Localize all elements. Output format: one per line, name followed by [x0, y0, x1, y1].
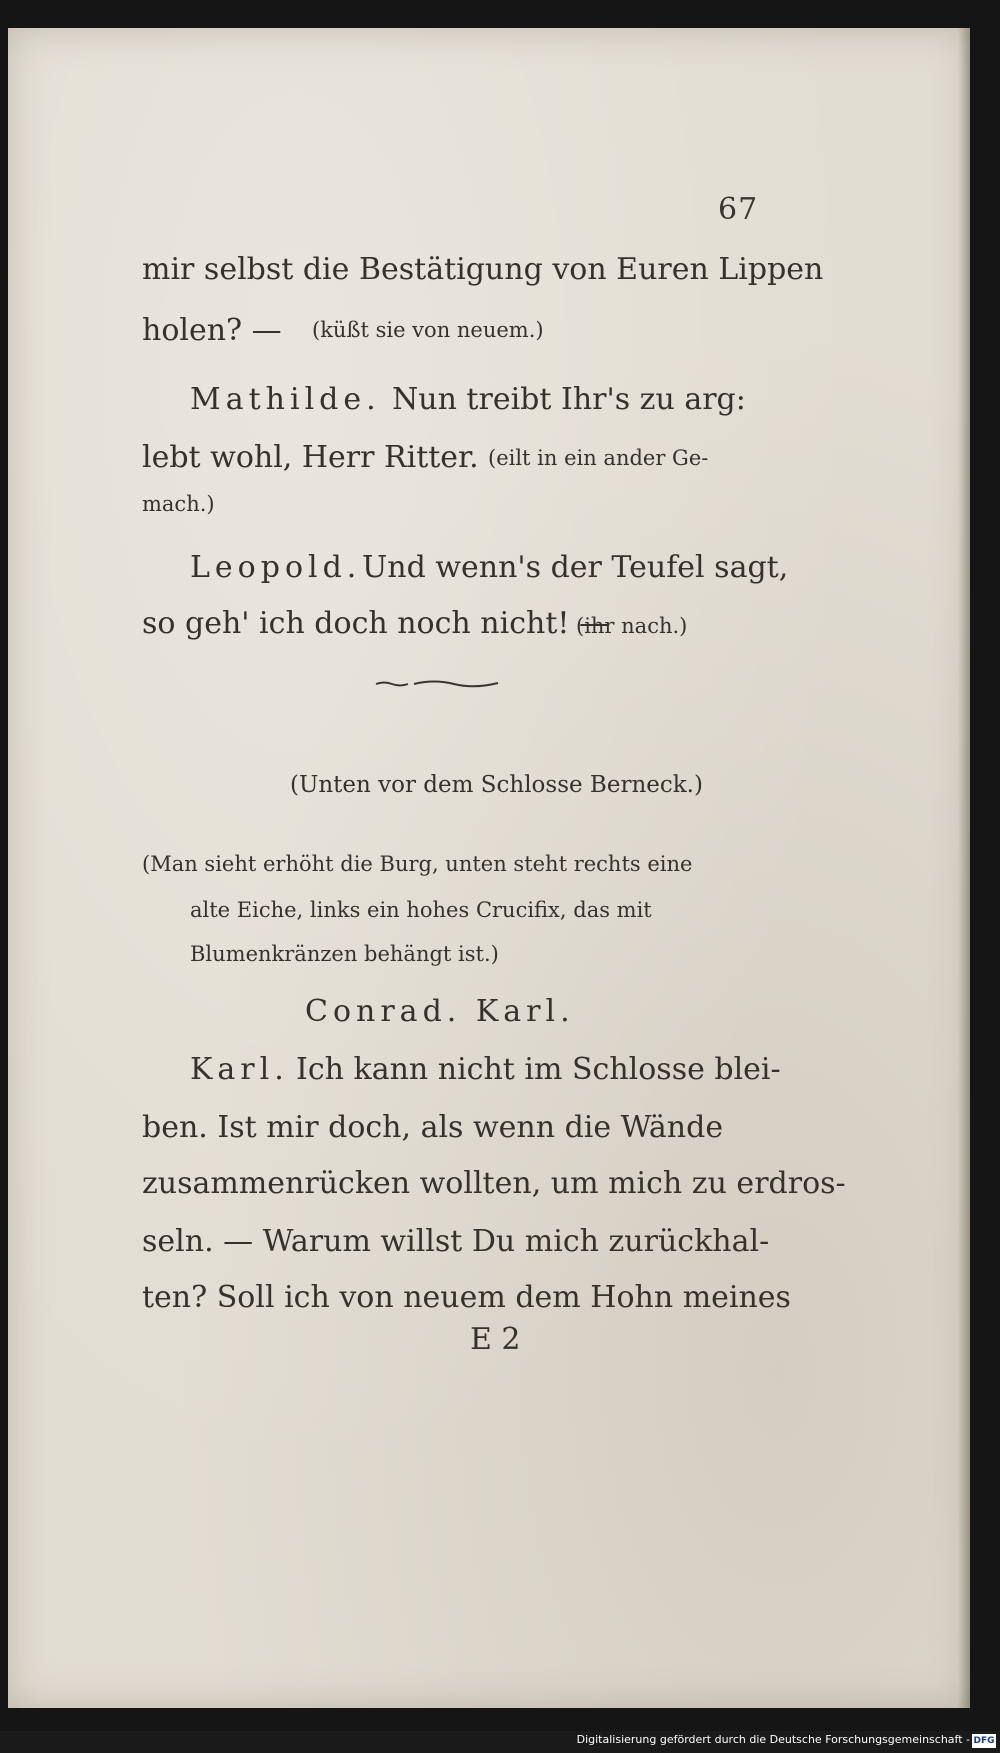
text-line: ten? Soll ich von neuem dem Hohn meines: [142, 1280, 791, 1315]
speaker-name: Leopold.: [190, 550, 362, 585]
text-line: Nun treibt Ihr's zu arg:: [392, 382, 746, 417]
stage-direction: (ihr nach.): [576, 614, 688, 638]
text-line: zusammenrücken wollten, um mich zu erdros-: [142, 1166, 846, 1201]
text-line: ben. Ist mir doch, als wenn die Wände: [142, 1110, 724, 1145]
speaker-name: Karl.: [190, 1052, 289, 1087]
ornamental-divider: [374, 676, 500, 690]
speaker-name: Mathilde.: [190, 382, 381, 417]
text-line: Und wenn's der Teufel sagt,: [362, 550, 789, 585]
signature-mark: E 2: [470, 1322, 521, 1357]
stage-direction: alte Eiche, links ein hohes Crucifix, das mit: [190, 898, 652, 922]
funding-credit: Digitalisierung gefördert durch die Deutsche Forschungsgemeinschaft -: [576, 1733, 970, 1746]
text-line: so geh' ich doch noch nicht! —: [142, 606, 609, 641]
text-line: lebt wohl, Herr Ritter.: [142, 440, 479, 475]
text-line: seln. — Warum willst Du mich zurückhal-: [142, 1224, 770, 1259]
text-line: mir selbst die Bestätigung von Euren Lippen: [142, 252, 824, 287]
stage-direction: (Man sieht erhöht die Burg, unten steht rechts eine: [142, 852, 693, 876]
scene-characters: Conrad. Karl.: [305, 994, 575, 1029]
text-line: holen? —: [142, 313, 282, 348]
page-number: 67: [718, 192, 759, 227]
stage-direction: mach.): [142, 492, 215, 516]
stage-direction: (küßt sie von neuem.): [312, 318, 544, 342]
page-edge-shadow: [958, 28, 970, 1708]
stage-direction: (eilt in ein ander Ge-: [488, 446, 709, 470]
scene-heading: (Unten vor dem Schlosse Berneck.): [290, 772, 703, 798]
dfg-logo: DFG: [973, 1736, 995, 1746]
stage-direction: Blumenkränzen behängt ist.): [190, 942, 499, 966]
text-line: Ich kann nicht im Schlosse blei-: [296, 1052, 781, 1087]
